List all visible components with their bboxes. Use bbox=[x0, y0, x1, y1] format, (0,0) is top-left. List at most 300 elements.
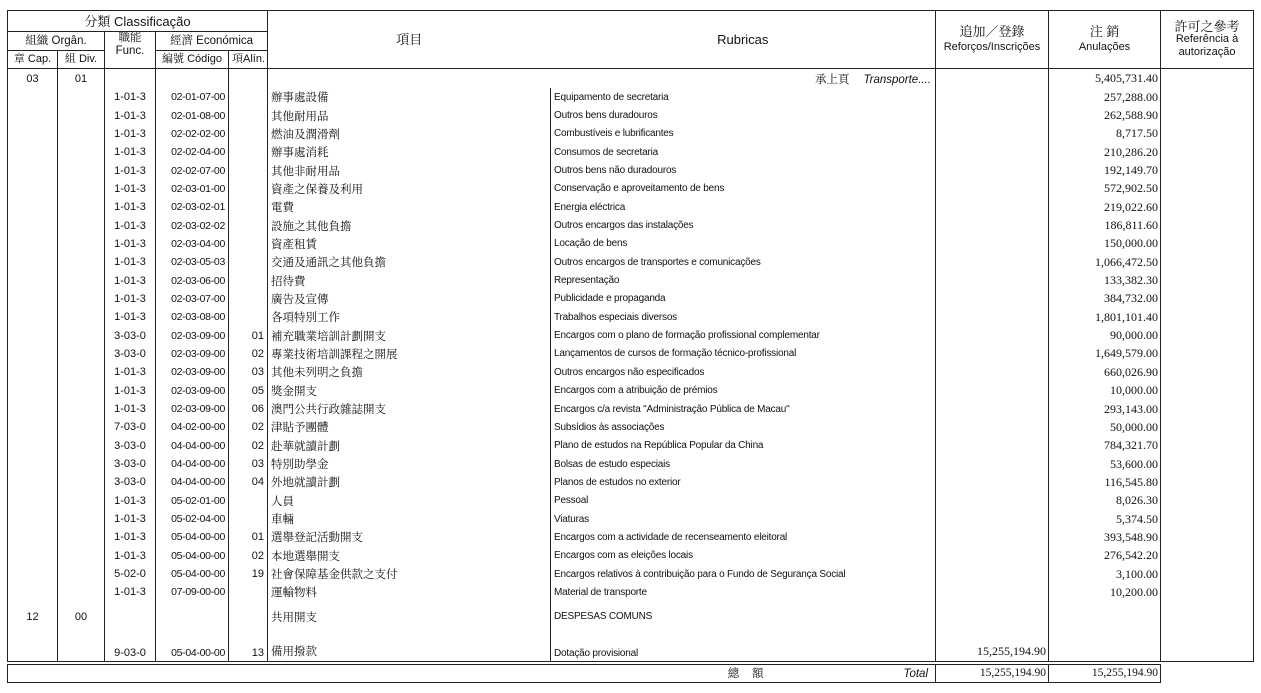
alinea-cell: 02 bbox=[229, 345, 268, 363]
alinea-cell: 02 bbox=[229, 547, 268, 565]
empty-cell bbox=[1161, 382, 1254, 400]
table-row bbox=[8, 583, 1254, 601]
header-cap: 章 Cap. bbox=[8, 51, 58, 69]
alinea-cell bbox=[229, 106, 268, 124]
alinea-cell: 05 bbox=[229, 382, 268, 400]
item-zh: 運輸物料 bbox=[268, 583, 551, 601]
func-cell: 1-01-3 bbox=[105, 235, 156, 253]
anulacoes-cell: 116,545.80 bbox=[1049, 473, 1161, 491]
rubrica-pt: Trabalhos especiais diversos bbox=[551, 308, 936, 326]
empty-cell bbox=[8, 345, 58, 363]
item-zh: 選舉登記活動開支 bbox=[268, 528, 551, 546]
table-row bbox=[8, 363, 1254, 381]
table-row bbox=[8, 418, 1254, 436]
empty-cell bbox=[1161, 492, 1254, 510]
codigo-cell: 02-03-08-00 bbox=[156, 308, 229, 326]
func-cell: 1-01-3 bbox=[105, 253, 156, 271]
alinea-cell bbox=[229, 88, 268, 106]
func-cell: 1-01-3 bbox=[105, 106, 156, 124]
item-zh: 其他耐用品 bbox=[268, 106, 551, 124]
header-anulacoes-pt: Anulações bbox=[1078, 41, 1131, 53]
empty-cell bbox=[1161, 253, 1254, 271]
codigo-cell: 02-02-04-00 bbox=[156, 143, 229, 161]
item-zh: 資產租賃 bbox=[268, 235, 551, 253]
empty-cell bbox=[936, 326, 1049, 344]
anulacoes-cell: 1,066,472.50 bbox=[1049, 253, 1161, 271]
empty-cell bbox=[8, 473, 58, 491]
total-label-pt: Total bbox=[903, 668, 928, 681]
empty-cell bbox=[8, 510, 58, 528]
anulacoes-cell: 192,149.70 bbox=[1049, 161, 1161, 179]
empty-cell bbox=[1161, 473, 1254, 491]
alinea-cell: 02 bbox=[229, 418, 268, 436]
rubrica-pt: Representação bbox=[551, 271, 936, 289]
table-row bbox=[8, 253, 1254, 271]
reforcos-cell: 15,255,194.90 bbox=[936, 632, 1049, 662]
alinea-cell bbox=[229, 492, 268, 510]
empty-cell bbox=[1161, 583, 1254, 601]
rubrica-pt: Outros encargos não especificados bbox=[551, 363, 936, 381]
alinea-cell bbox=[229, 271, 268, 289]
rubrica-pt: Viaturas bbox=[551, 510, 936, 528]
alinea-cell: 02 bbox=[229, 437, 268, 455]
rubrica-pt: Outros encargos de transportes e comunicações bbox=[551, 253, 936, 271]
empty-cell bbox=[1161, 363, 1254, 381]
func-cell: 1-01-3 bbox=[105, 216, 156, 234]
alinea-cell: 01 bbox=[229, 528, 268, 546]
item-zh: 補充職業培訓計劃開支 bbox=[268, 326, 551, 344]
alinea-cell bbox=[229, 180, 268, 198]
anulacoes-cell: 8,026.30 bbox=[1049, 492, 1161, 510]
rubrica-pt: Lançamentos de cursos de formação técnico-profissional bbox=[551, 345, 936, 363]
total-label-zh: 總 額 bbox=[727, 668, 764, 681]
func-cell: 1-01-3 bbox=[105, 528, 156, 546]
alinea-cell: 06 bbox=[229, 400, 268, 418]
empty-cell bbox=[156, 602, 229, 632]
codigo-cell: 02-03-01-00 bbox=[156, 180, 229, 198]
anulacoes-cell: 210,286.20 bbox=[1049, 143, 1161, 161]
codigo-cell: 05-02-04-00 bbox=[156, 510, 229, 528]
empty-cell bbox=[936, 547, 1049, 565]
anulacoes-cell: 293,143.00 bbox=[1049, 400, 1161, 418]
empty-cell bbox=[1161, 664, 1254, 682]
empty-cell bbox=[8, 418, 58, 436]
rubrica-pt: Encargos com o plano de formação profissional complementar bbox=[551, 326, 936, 344]
table-row bbox=[8, 88, 1254, 106]
anulacoes-cell: 133,382.30 bbox=[1049, 271, 1161, 289]
rubrica-pt: Locação de bens bbox=[551, 235, 936, 253]
empty-cell bbox=[58, 382, 105, 400]
empty-cell bbox=[936, 418, 1049, 436]
anulacoes-cell: 393,548.90 bbox=[1049, 528, 1161, 546]
rubrica-pt: Conservação e aproveitamento de bens bbox=[551, 180, 936, 198]
table-row bbox=[8, 437, 1254, 455]
empty-cell bbox=[8, 216, 58, 234]
table-row bbox=[8, 602, 1254, 632]
rubrica-pt: Encargos c/a revista "Administração Pública de Macau" bbox=[551, 400, 936, 418]
anulacoes-cell: 262,588.90 bbox=[1049, 106, 1161, 124]
empty-cell bbox=[8, 326, 58, 344]
func-cell: 9-03-0 bbox=[105, 632, 156, 662]
rubrica-pt: Planos de estudos no exterior bbox=[551, 473, 936, 491]
empty-cell bbox=[1161, 235, 1254, 253]
func-cell: 1-01-3 bbox=[105, 271, 156, 289]
alinea-cell bbox=[229, 216, 268, 234]
header-reforcos bbox=[936, 11, 1049, 69]
alinea-cell bbox=[229, 125, 268, 143]
table-row bbox=[8, 510, 1254, 528]
empty-cell bbox=[8, 492, 58, 510]
header-alinea: 項Alín. bbox=[229, 51, 268, 69]
header-classificacao: 分類 Classificação bbox=[8, 11, 268, 32]
anulacoes-cell: 186,811.60 bbox=[1049, 216, 1161, 234]
empty-cell bbox=[1161, 106, 1254, 124]
empty-cell bbox=[105, 602, 156, 632]
empty-cell bbox=[58, 437, 105, 455]
empty-cell bbox=[58, 125, 105, 143]
item-zh: 本地選舉開支 bbox=[268, 547, 551, 565]
table-row bbox=[8, 455, 1254, 473]
table-row bbox=[8, 198, 1254, 216]
item-zh: 招待費 bbox=[268, 271, 551, 289]
transporte-pt: Transporte.... bbox=[863, 73, 931, 86]
empty-cell bbox=[1161, 216, 1254, 234]
codigo-cell: 02-03-09-00 bbox=[156, 400, 229, 418]
empty-cell bbox=[58, 565, 105, 583]
empty-cell bbox=[8, 106, 58, 124]
empty-cell bbox=[58, 455, 105, 473]
empty-cell bbox=[8, 308, 58, 326]
empty-cell bbox=[936, 492, 1049, 510]
header-referencia bbox=[1161, 11, 1254, 69]
alinea-cell bbox=[229, 143, 268, 161]
alinea-cell bbox=[229, 161, 268, 179]
item-zh: 澳門公共行政雜誌開支 bbox=[268, 400, 551, 418]
empty-cell bbox=[8, 253, 58, 271]
item-zh: 交通及通訊之其他負擔 bbox=[268, 253, 551, 271]
header-referencia-zh: 許可之參考 bbox=[1174, 19, 1240, 34]
alinea-cell bbox=[229, 198, 268, 216]
header-codigo: 編號 Código bbox=[156, 51, 229, 69]
empty-cell bbox=[1161, 271, 1254, 289]
rubrica-pt: Consumos de secretaria bbox=[551, 143, 936, 161]
anulacoes-cell: 10,000.00 bbox=[1049, 382, 1161, 400]
table-body bbox=[8, 69, 1254, 683]
codigo-cell: 05-04-00-00 bbox=[156, 528, 229, 546]
func-cell: 1-01-3 bbox=[105, 290, 156, 308]
empty-cell bbox=[58, 632, 105, 662]
item-zh: 人員 bbox=[268, 492, 551, 510]
empty-cell bbox=[8, 528, 58, 546]
empty-cell bbox=[1161, 180, 1254, 198]
empty-cell bbox=[1161, 125, 1254, 143]
alinea-cell bbox=[229, 290, 268, 308]
func-cell: 1-01-3 bbox=[105, 125, 156, 143]
rubrica-pt: Equipamento de secretaria bbox=[551, 88, 936, 106]
empty-cell bbox=[936, 510, 1049, 528]
codigo-cell: 05-04-00-00 bbox=[156, 565, 229, 583]
table-row bbox=[8, 271, 1254, 289]
empty-cell bbox=[936, 400, 1049, 418]
table-row bbox=[8, 547, 1254, 565]
empty-cell bbox=[58, 345, 105, 363]
empty-cell bbox=[936, 106, 1049, 124]
empty-cell bbox=[58, 106, 105, 124]
empty-cell bbox=[1161, 565, 1254, 583]
header-reforcos-pt: Reforços/Inscrições bbox=[943, 41, 1041, 53]
func-cell: 1-01-3 bbox=[105, 198, 156, 216]
empty-cell bbox=[1161, 400, 1254, 418]
rubrica-pt: Dotação provisional bbox=[551, 632, 936, 662]
table-header bbox=[8, 11, 1254, 69]
empty-cell bbox=[58, 528, 105, 546]
empty-cell bbox=[8, 235, 58, 253]
empty-cell bbox=[936, 437, 1049, 455]
empty-cell bbox=[936, 88, 1049, 106]
anulacoes-cell: 5,374.50 bbox=[1049, 510, 1161, 528]
header-economica: 經濟 Económica bbox=[156, 32, 268, 51]
codigo-cell: 05-04-00-00 bbox=[156, 547, 229, 565]
header-funcional-pt: Func. bbox=[115, 45, 145, 57]
func-cell: 1-01-3 bbox=[105, 363, 156, 381]
empty-cell bbox=[58, 492, 105, 510]
item-zh: 設施之其他負擔 bbox=[268, 216, 551, 234]
rubrica-pt: Publicidade e propaganda bbox=[551, 290, 936, 308]
empty-cell bbox=[58, 235, 105, 253]
empty-cell bbox=[58, 308, 105, 326]
func-cell: 3-03-0 bbox=[105, 437, 156, 455]
empty-cell bbox=[8, 161, 58, 179]
empty-cell bbox=[58, 88, 105, 106]
func-cell: 1-01-3 bbox=[105, 161, 156, 179]
empty-cell bbox=[8, 382, 58, 400]
func-cell: 1-01-3 bbox=[105, 180, 156, 198]
alinea-cell: 19 bbox=[229, 565, 268, 583]
table-row bbox=[8, 632, 1254, 662]
empty-cell bbox=[936, 271, 1049, 289]
empty-cell bbox=[936, 180, 1049, 198]
item-zh: 辦事處設備 bbox=[268, 88, 551, 106]
item-zh: 外地就讀計劃 bbox=[268, 473, 551, 491]
table-row bbox=[8, 400, 1254, 418]
anulacoes-cell: 1,801,101.40 bbox=[1049, 308, 1161, 326]
codigo-cell: 04-04-00-00 bbox=[156, 455, 229, 473]
alinea-cell: 01 bbox=[229, 326, 268, 344]
empty-cell bbox=[58, 473, 105, 491]
header-organica: 組織 Orgân. bbox=[8, 32, 105, 51]
empty-cell bbox=[58, 253, 105, 271]
item-zh: 燃油及潤滑劑 bbox=[268, 125, 551, 143]
item-zh: 資產之保養及利用 bbox=[268, 180, 551, 198]
alinea-cell: 03 bbox=[229, 455, 268, 473]
rubrica-pt: Encargos com as eleições locais bbox=[551, 547, 936, 565]
codigo-cell: 02-03-09-00 bbox=[156, 326, 229, 344]
empty-cell bbox=[936, 528, 1049, 546]
func-cell: 3-03-0 bbox=[105, 473, 156, 491]
anulacoes-cell: 53,600.00 bbox=[1049, 455, 1161, 473]
empty-cell bbox=[8, 180, 58, 198]
table-row bbox=[8, 216, 1254, 234]
empty-cell bbox=[1161, 345, 1254, 363]
anulacoes-cell: 90,000.00 bbox=[1049, 326, 1161, 344]
transporte-zh: 承上頁 bbox=[814, 73, 850, 86]
header-referencia-pt: Referência à autorização bbox=[1175, 33, 1239, 58]
empty-cell bbox=[936, 125, 1049, 143]
func-cell: 3-03-0 bbox=[105, 455, 156, 473]
empty-cell bbox=[936, 253, 1049, 271]
table-row bbox=[8, 161, 1254, 179]
table-row bbox=[8, 106, 1254, 124]
empty-cell bbox=[58, 583, 105, 601]
codigo-cell: 04-04-00-00 bbox=[156, 473, 229, 491]
codigo-cell: 02-03-07-00 bbox=[156, 290, 229, 308]
item-zh: 廣告及宣傳 bbox=[268, 290, 551, 308]
empty-cell bbox=[8, 363, 58, 381]
table-row bbox=[8, 180, 1254, 198]
item-zh: 備用撥款 bbox=[268, 632, 551, 662]
div-cell: 01 bbox=[58, 69, 105, 89]
rubrica-pt: Energia eléctrica bbox=[551, 198, 936, 216]
empty-cell bbox=[1161, 528, 1254, 546]
func-cell: 5-02-0 bbox=[105, 565, 156, 583]
header-div: 組 Div. bbox=[58, 51, 105, 69]
item-zh: 各項特別工作 bbox=[268, 308, 551, 326]
table-row bbox=[8, 664, 1254, 682]
item-zh: 津貼予團體 bbox=[268, 418, 551, 436]
alinea-cell: 04 bbox=[229, 473, 268, 491]
rubrica-pt: Outros encargos das instalações bbox=[551, 216, 936, 234]
budget-table bbox=[7, 10, 1254, 683]
codigo-cell: 04-04-00-00 bbox=[156, 437, 229, 455]
empty-cell bbox=[58, 363, 105, 381]
rubrica-pt: Bolsas de estudo especiais bbox=[551, 455, 936, 473]
rubrica-pt: Outros bens não duradouros bbox=[551, 161, 936, 179]
empty-cell bbox=[8, 125, 58, 143]
header-reforcos-zh: 追加／登錄 bbox=[959, 24, 1025, 39]
transporte-cell bbox=[268, 69, 936, 89]
anulacoes-cell: 276,542.20 bbox=[1049, 547, 1161, 565]
transporte-value: 5,405,731.40 bbox=[1049, 69, 1161, 89]
codigo-cell: 04-02-00-00 bbox=[156, 418, 229, 436]
empty-cell bbox=[58, 161, 105, 179]
item-zh: 共用開支 bbox=[268, 602, 551, 632]
empty-cell bbox=[1161, 418, 1254, 436]
total-label bbox=[8, 664, 936, 682]
empty-cell bbox=[936, 216, 1049, 234]
empty-cell bbox=[1161, 437, 1254, 455]
anulacoes-cell: 784,321.70 bbox=[1049, 437, 1161, 455]
empty-cell bbox=[8, 565, 58, 583]
header-anulacoes bbox=[1049, 11, 1161, 69]
section-row bbox=[8, 69, 1254, 89]
rubrica-pt: Pessoal bbox=[551, 492, 936, 510]
empty-cell bbox=[936, 363, 1049, 381]
empty-cell bbox=[936, 198, 1049, 216]
item-zh: 其他未列明之負擔 bbox=[268, 363, 551, 381]
empty-cell bbox=[58, 547, 105, 565]
rubrica-pt: Outros bens duradouros bbox=[551, 106, 936, 124]
anulacoes-cell: 150,000.00 bbox=[1049, 235, 1161, 253]
anulacoes-cell: 8,717.50 bbox=[1049, 125, 1161, 143]
item-zh: 赴華就讀計劃 bbox=[268, 437, 551, 455]
total-anulacoes: 15,255,194.90 bbox=[1049, 664, 1161, 682]
empty-cell bbox=[8, 632, 58, 662]
codigo-cell: 02-01-07-00 bbox=[156, 88, 229, 106]
func-cell: 3-03-0 bbox=[105, 345, 156, 363]
header-item-zh: 項目 bbox=[268, 11, 551, 69]
codigo-cell: 05-04-00-00 bbox=[156, 632, 229, 662]
alinea-cell: 13 bbox=[229, 632, 268, 662]
codigo-cell: 02-03-05-03 bbox=[156, 253, 229, 271]
empty-cell bbox=[1161, 161, 1254, 179]
rubrica-pt: Material de transporte bbox=[551, 583, 936, 601]
table-row bbox=[8, 345, 1254, 363]
item-zh: 專業技術培訓課程之開展 bbox=[268, 345, 551, 363]
empty-cell bbox=[8, 143, 58, 161]
header-funcional bbox=[105, 32, 156, 69]
header-anulacoes-zh: 注 銷 bbox=[1089, 24, 1120, 39]
empty-cell bbox=[1161, 308, 1254, 326]
empty-cell bbox=[936, 235, 1049, 253]
alinea-cell: 03 bbox=[229, 363, 268, 381]
table-row bbox=[8, 565, 1254, 583]
table-row bbox=[8, 528, 1254, 546]
item-zh: 車輛 bbox=[268, 510, 551, 528]
empty-cell bbox=[936, 602, 1049, 632]
rubrica-pt: Plano de estudos na República Popular da China bbox=[551, 437, 936, 455]
func-cell: 7-03-0 bbox=[105, 418, 156, 436]
empty-cell bbox=[936, 308, 1049, 326]
empty-cell bbox=[936, 583, 1049, 601]
table-row bbox=[8, 326, 1254, 344]
codigo-cell: 02-03-09-00 bbox=[156, 363, 229, 381]
alinea-cell bbox=[229, 235, 268, 253]
alinea-cell bbox=[229, 510, 268, 528]
item-zh: 社會保障基金供款之支付 bbox=[268, 565, 551, 583]
empty-cell bbox=[1161, 143, 1254, 161]
empty-cell bbox=[8, 198, 58, 216]
table-row bbox=[8, 308, 1254, 326]
anulacoes-cell: 3,100.00 bbox=[1049, 565, 1161, 583]
empty-cell bbox=[8, 437, 58, 455]
empty-cell bbox=[1161, 547, 1254, 565]
func-cell: 1-01-3 bbox=[105, 583, 156, 601]
empty-cell bbox=[936, 161, 1049, 179]
anulacoes-cell: 10,200.00 bbox=[1049, 583, 1161, 601]
cap-cell: 12 bbox=[8, 602, 58, 632]
anulacoes-cell: 384,732.00 bbox=[1049, 290, 1161, 308]
codigo-cell: 02-03-09-00 bbox=[156, 345, 229, 363]
item-zh: 電費 bbox=[268, 198, 551, 216]
empty-cell bbox=[936, 290, 1049, 308]
func-cell: 1-01-3 bbox=[105, 547, 156, 565]
codigo-cell: 02-03-04-00 bbox=[156, 235, 229, 253]
total-reforcos: 15,255,194.90 bbox=[936, 664, 1049, 682]
anulacoes-cell: 660,026.90 bbox=[1049, 363, 1161, 381]
empty-cell bbox=[1049, 632, 1161, 662]
empty-cell bbox=[1161, 510, 1254, 528]
empty-cell bbox=[1049, 602, 1161, 632]
table-row bbox=[8, 125, 1254, 143]
codigo-cell: 02-03-06-00 bbox=[156, 271, 229, 289]
codigo-cell: 02-01-08-00 bbox=[156, 106, 229, 124]
empty-cell bbox=[1161, 602, 1254, 632]
func-cell: 1-01-3 bbox=[105, 510, 156, 528]
empty-cell bbox=[1161, 290, 1254, 308]
empty-cell bbox=[1161, 88, 1254, 106]
empty-cell bbox=[8, 583, 58, 601]
table-row bbox=[8, 290, 1254, 308]
